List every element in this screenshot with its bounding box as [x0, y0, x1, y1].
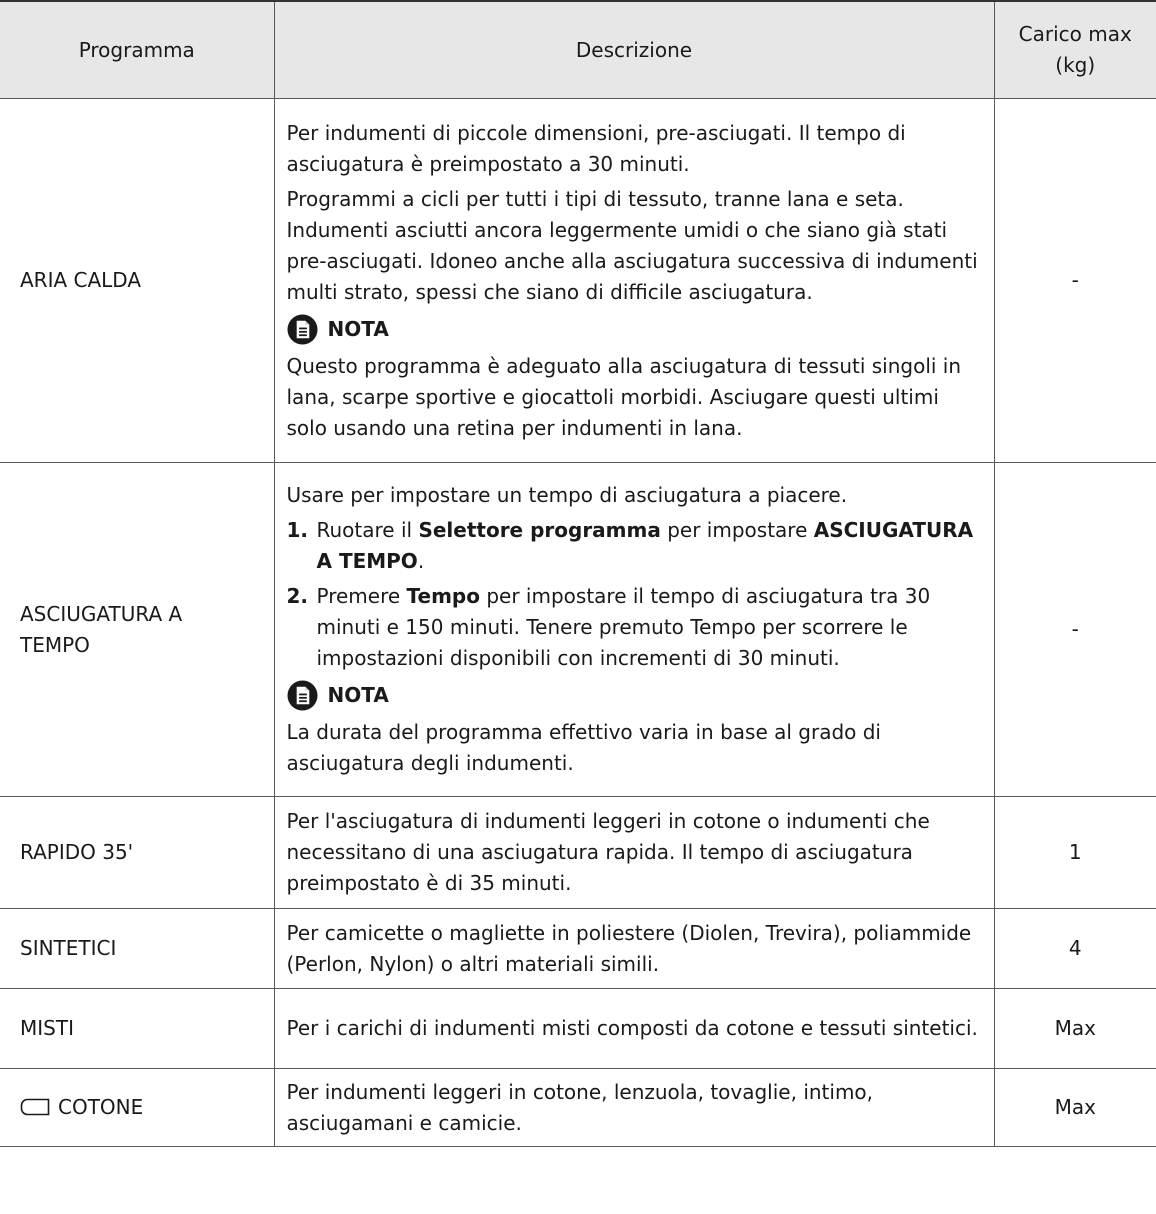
step-number: 1. — [286, 518, 309, 542]
program-name: ARIA CALDA — [0, 99, 274, 463]
table-row — [0, 909, 1156, 989]
table-row — [0, 989, 1156, 1069]
note-label: NOTA — [327, 683, 389, 707]
step-text-bold: ASCIUGATURA A TEMPO — [316, 518, 974, 573]
step-item — [287, 581, 984, 674]
program-description: Per i carichi di indumenti misti composti da cotone e tessuti sintetici. — [274, 989, 994, 1069]
description-paragraph: Per indumenti di piccole dimensioni, pre-asciugati. Il tempo di asciugatura è preimpostato a 30 minuti. — [286, 120, 906, 176]
table-row — [0, 1069, 1156, 1147]
program-description: Per camicette o magliette in poliestere (Diolen, Trevira), poliammide (Perlon, Nylon) o altri materiali simili. — [274, 909, 994, 989]
table-header-row — [0, 1, 1156, 99]
program-name-text: COTONE — [58, 1095, 144, 1119]
header-carico — [994, 1, 1156, 99]
step-text-part: per impostare il tempo di asciugatura tra 30 minuti e 150 minuti. Tenere premuto Tempo per scorrere le impostazioni disponibili con incrementi di 30 minuti. — [316, 584, 931, 670]
step-text-part: Ruotare il — [316, 518, 419, 542]
program-name: RAPIDO 35' — [0, 797, 274, 909]
steps-list — [287, 515, 984, 674]
note-text: Questo programma è adeguato alla asciugatura di tessuti singoli in lana, scarpe sportive e giocattoli morbidi. Asciugare questi ultimi solo usando una retina per indumenti in lana. — [286, 353, 962, 440]
program-name — [0, 1069, 274, 1147]
program-name-line1: ASCIUGATURA A — [20, 601, 183, 626]
header-programma: Programma — [0, 1, 274, 99]
program-description: Per indumenti leggeri in cotone, lenzuola, tovaglie, intimo, asciugamani e camicie. — [274, 1069, 994, 1147]
program-load: 4 — [994, 909, 1156, 989]
note-heading — [287, 680, 984, 711]
step-item — [287, 515, 984, 577]
program-load: Max — [994, 1069, 1156, 1147]
program-description: Per l'asciugatura di indumenti leggeri in cotone o indumenti che necessitano di una asciugatura rapida. Il tempo di asciugatura preimpostato è di 35 minuti. — [274, 797, 994, 909]
note-text: La durata del programma effettivo varia in base al grado di asciugatura degli indumenti. — [286, 720, 881, 775]
table-row — [0, 463, 1156, 797]
program-load: Max — [994, 989, 1156, 1069]
step-text-bold: Selettore programma — [418, 518, 661, 542]
program-load: - — [994, 99, 1156, 463]
program-load: - — [994, 463, 1156, 797]
program-name: SINTETICI — [0, 909, 274, 989]
eco-cotton-icon — [20, 1098, 50, 1116]
program-load: 1 — [994, 797, 1156, 909]
note-label: NOTA — [327, 316, 389, 341]
program-name: MISTI — [0, 989, 274, 1069]
program-name — [0, 463, 274, 797]
step-number: 2. — [286, 584, 309, 608]
note-document-icon — [287, 680, 318, 711]
step-text-part: per impostare — [660, 518, 814, 542]
table-row — [0, 797, 1156, 909]
header-carico-line1: Carico max — [1018, 22, 1132, 46]
program-name-line2: TEMPO — [20, 632, 90, 657]
description-paragraph: Usare per impostare un tempo di asciugatura a piacere. — [286, 483, 848, 507]
step-text-bold: Tempo — [406, 584, 480, 608]
note-heading — [287, 314, 984, 345]
program-description — [274, 463, 994, 797]
description-paragraph: Programmi a cicli per tutti i tipi di tessuto, tranne lana e seta. Indumenti asciutti ancora leggermente umidi o che siano già stati pre-asciugati. Idoneo anche alla asciugatura successiva di indumenti multi strato, spessi che siano di difficile asciugatura. — [286, 186, 978, 304]
header-descrizione: Descrizione — [274, 1, 994, 99]
note-document-icon — [287, 314, 318, 345]
step-text-part: Premere — [316, 584, 407, 608]
header-carico-line2: (kg) — [1055, 53, 1096, 77]
table-row — [0, 99, 1156, 463]
step-text — [317, 515, 984, 577]
step-text-part: . — [417, 549, 425, 573]
program-description — [274, 99, 994, 463]
step-text — [317, 581, 984, 674]
